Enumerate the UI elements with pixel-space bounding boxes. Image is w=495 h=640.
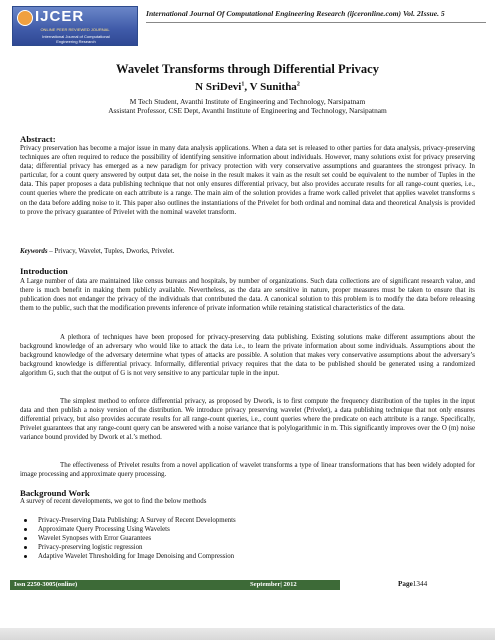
list-item [24, 534, 464, 543]
introduction-paragraph-4: The effectiveness of Privelet results from a novel application of wavelet transforms a type of linear transformations that has been widely adopted for image processing and approximate query processing. [20, 462, 475, 479]
footer-issn: Issn 2250-3005(online) [14, 581, 78, 588]
abstract-heading: Abstract: [20, 134, 56, 144]
keywords-text: – Privacy, Wavelet, Tuples, Dworks, Privelet. [47, 248, 175, 255]
abstract-body: Privacy preservation has become a major issue in many data analysis applications. When a data set is released to other parties for data analysis, privacy-preserving techniques are often required to reduce the possibility of identifying sensitive information about individuals. However, many solutions exist for privacy preserving data; differential privacy has emerged as a new paradigm for privacy protection with very conservative assumptions and guarantees the strongest privacy. In particular, for a count query answered by output data set, the noise in the result makes it vain as the result set could be equivalent to the number of Tuples in the data. This paper proposes a data publishing technique that not only ensures differential privacy, but also provides accurate results for all range-count queries, i.e., count queries where the predicate on each attribute is a range. The main aim of the solution provides a frame work called privelet that applies wavelet transforms s on the data before adding noise to it. This paper also outlines the instantiations of the Privelet for both ordinal and nominal data and theoretical Analysis is provided to prove the privacy guarantee of Privelet with the nominal wavelet transform. [20, 145, 475, 216]
list-item-text: Approximate Query Processing Using Wavelets [38, 526, 170, 534]
list-item [24, 552, 464, 561]
background-intro: A survey of recent developments, we got to find the below methods [20, 498, 207, 505]
footer-bar [10, 580, 340, 590]
list-item-text: Adaptive Wavelet Thresholding for Image Denoising and Compression [38, 553, 235, 561]
footer-date: September| 2012 [250, 581, 297, 588]
affiliation-1: M Tech Student, Avanthi Institute of Engineering and Technology, Narsipatnam [129, 97, 366, 106]
introduction-heading: Introduction [20, 266, 68, 276]
author-separator: , [244, 81, 250, 93]
logo-emblem-icon [17, 10, 33, 26]
page-footer [10, 580, 485, 590]
paper-authors [0, 81, 495, 93]
list-item-text: Wavelet Synopses with Error Guarantees [38, 535, 152, 543]
bullet-icon [24, 546, 27, 549]
header-divider [146, 22, 486, 23]
author-2: V Sunitha [249, 81, 297, 93]
bullet-icon [24, 555, 27, 558]
keywords-label: Keywords [20, 248, 48, 255]
list-item [24, 516, 464, 525]
page-label: Page [398, 580, 413, 588]
logo-tagline: ONLINE PEER REVIEWED JOURNAL [40, 27, 110, 32]
affiliation-2: Assistant Professor, CSE Dept, Avanthi Institute of Engineering and Technology, Narsipatnam [108, 106, 387, 115]
background-list [24, 516, 464, 561]
logo-subtitle-2: Engineering Research [56, 39, 96, 44]
page-bottom-edge [0, 628, 495, 640]
bullet-icon [24, 537, 27, 540]
bullet-icon [24, 519, 27, 522]
keywords [20, 248, 175, 255]
logo-name: IJCER [35, 8, 85, 25]
journal-title: International Journal Of Computational Engineering Research (ijceronline.com) Vol. 2Issue. 5 [146, 9, 445, 18]
list-item [24, 543, 464, 552]
journal-logo [12, 6, 138, 46]
list-item-text: Privacy-Preserving Data Publishing: A Survey of Recent Developments [38, 517, 236, 524]
background-heading: Background Work [20, 488, 90, 498]
page-number: 1344 [412, 580, 428, 588]
introduction-paragraph-2: A plethora of techniques have been proposed for privacy-preserving data publishing. Existing solutions make different assumptions about the background knowledge of an adversary who would like to attack the data i.e., to learn the private information about some individuals. Assumptions about the background knowledge of the adversary determine what types of attacks are possible. A solution that makes very conservative assumptions about the adversary’s background knowledge is differential privacy. Informally, differential privacy requires that the data to be published should be generated using a randomized algorithm G, such that the output of G is not very sensitive to any particular tuple in the input. [20, 334, 475, 378]
introduction-paragraph-1: A Large number of data are maintained like census bureaus and hospitals, by number of organizations. Such data collections are of significant research value, and there is much benefit in making them publicly available. Nevertheless, as the data are sensitive in nature, proper measures must be taken to ensure that its publication does not endanger the privacy of the individuals that contributed the data. A canonical solution to this problem is to modify the data before releasing them to the public, such that the modification prevents inference of private information while retaining statistical characteristics of the data. [20, 278, 475, 313]
page-header [12, 6, 484, 46]
logo-subtitle-1: International Journal of Computational [42, 34, 110, 39]
author-2-affil-mark: 2 [296, 81, 300, 88]
introduction-paragraph-3: The simplest method to enforce differential privacy, as proposed by Dwork, is to first compute the frequency distribution of the tuples in the input data and then publish a noisy version of the distribution. We introduce privacy preserving wavelet (Privelet), a data publishing technique that not only ensures differential privacy, but also provides accurate results for all range-count queries, i.e., count queries where the predicate on each attribute is a range. Specifically, Privelet guarantees that any range-count query can be answered with a noise variance that is polylogarithmic in m. This significantly improves over the O (m) noise variance bound provided by Dwork et al.’s method. [20, 398, 475, 442]
footer-page-number [398, 580, 427, 588]
bullet-icon [24, 528, 27, 531]
paper-title: Wavelet Transforms through Differential Privacy [116, 62, 379, 76]
author-1: N SriDevi [195, 81, 242, 93]
list-item [24, 525, 464, 534]
author-1-affil-mark: 1 [241, 81, 245, 88]
list-item-text: Privacy-preserving logistic regression [38, 544, 143, 552]
